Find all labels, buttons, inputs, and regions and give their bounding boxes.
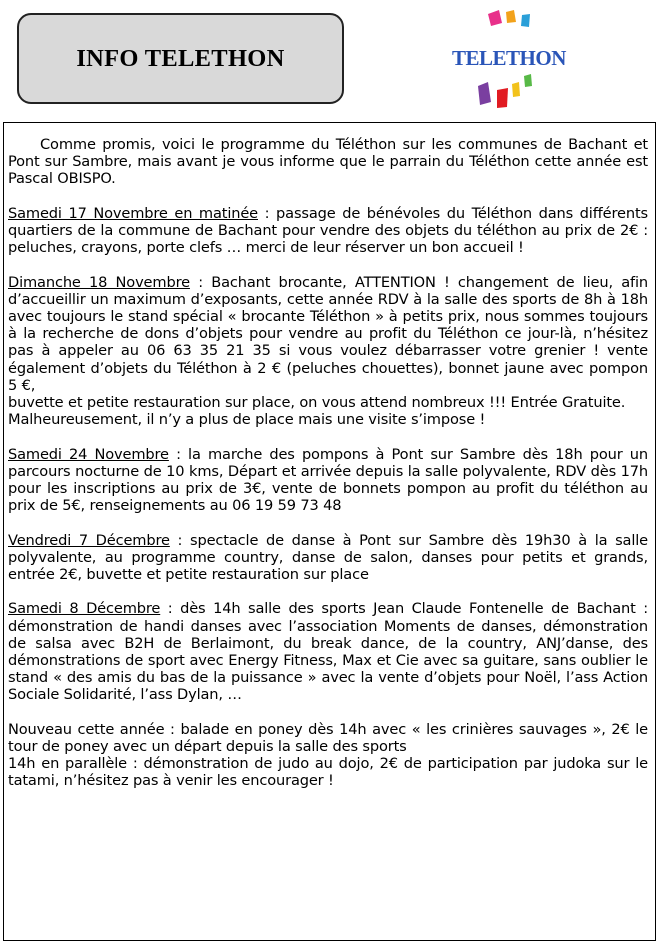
logo-shape-blue xyxy=(521,14,530,27)
event-paragraph xyxy=(8,205,648,257)
event-text: : dès 14h salle des sports Jean Claude Fontenelle de Bachant : démonstration de handi danses avec l’association Moments de danses, démonstration de salsa avec B2H de Berlaimont, du break dance, de la country, ANJ’danse, des démonstrations de sport avec Energy Fitness, Max et Cie avec sa guitare, sans oublier le stand « des amis du bas de la puissance » avec la vente d’objets pour Noël, l’ass Action Sociale Solidarité, l’ass Dylan, … xyxy=(8,600,648,704)
event-paragraph xyxy=(8,274,648,429)
closing-text: 14h en parallèle : démonstration de judo au dojo, 2€ de participation par judoka sur le tatami, n’hésitez pas à venir les encourager ! xyxy=(8,755,648,790)
logo-shape-orange xyxy=(506,10,516,23)
event-date: Dimanche 18 Novembre xyxy=(8,273,190,291)
title-box xyxy=(17,13,344,104)
telethon-logo xyxy=(452,6,566,110)
event-paragraph xyxy=(8,600,648,703)
event-text: : spectacle de danse à Pont sur Sambre dès 19h30 à la salle polyvalente, au programme country, danse de salon, danses pour petits et grands, entrée 2€, buvette et petite restauration sur place xyxy=(8,531,648,584)
closing-text: Nouveau cette année : balade en poney dès 14h avec « les crinières sauvages », 2€ le tour de poney avec un départ depuis la salle des sports xyxy=(8,720,648,756)
event-date: Vendredi 7 Décembre xyxy=(8,531,170,549)
event-paragraph xyxy=(8,446,648,515)
event-extra-text: buvette et petite restauration sur place, on vous attend nombreux !!! Entrée Gratuite. xyxy=(8,394,626,412)
logo-shape-red xyxy=(497,88,508,108)
page-title: INFO TELETHON xyxy=(76,44,285,72)
article-body xyxy=(8,136,648,807)
event-extra-text: Malheureusement, il n’y a plus de place mais une visite s’impose ! xyxy=(8,411,486,429)
closing-paragraph xyxy=(8,721,648,790)
logo-shape-purple xyxy=(478,82,491,105)
logo-shape-yellow xyxy=(512,82,520,97)
event-date: Samedi 17 Novembre en matinée xyxy=(8,204,259,222)
intro-paragraph: Comme promis, voici le programme du Téléthon sur les communes de Bachant et Pont sur Sambre, mais avant je vous informe que le parrain du Téléthon cette année est Pascal OBISPO. xyxy=(8,136,648,188)
event-paragraph xyxy=(8,532,648,584)
logo-shape-green xyxy=(524,74,532,87)
event-text: : passage de bénévoles du Téléthon dans différents quartiers de la commune de Bachant pour vendre des objets du téléthon au prix de 2€ : peluches, crayons, porte clefs … merci de leur réserver un bon accueil ! xyxy=(8,204,648,257)
event-date: Samedi 8 Décembre xyxy=(8,600,161,618)
event-text: : Bachant brocante, ATTENTION ! changement de lieu, afin d’accueillir un maximum d’exposants, cette année RDV à la salle des sports de 8h à 18h avec toujours le stand spécial « brocante Téléthon » à petits prix, nous sommes toujours à la recherche de dons d’objets pour vendre au profit du Téléthon ce jour-là, n’hésitez pas à appeler au 06 63 35 21 35 si vous voulez débarrasser votre grenier ! vente également d’objets du Téléthon à 2 € (peluches chouettes), bonnet jaune avec pompon 5 €, xyxy=(8,273,648,394)
event-date: Samedi 24 Novembre xyxy=(8,445,169,463)
logo-shape-pink xyxy=(488,10,502,26)
logo-text: TELETHON xyxy=(452,46,566,70)
event-text: : la marche des pompons à Pont sur Sambre dès 18h pour un parcours nocturne de 10 kms, Départ et arrivée depuis la salle polyvalente, RDV dès 17h pour les inscriptions au prix de 3€, vente de bonnets pompon au profit du téléthon au prix de 5€, renseignements au 06 19 59 73 48 xyxy=(8,445,648,515)
